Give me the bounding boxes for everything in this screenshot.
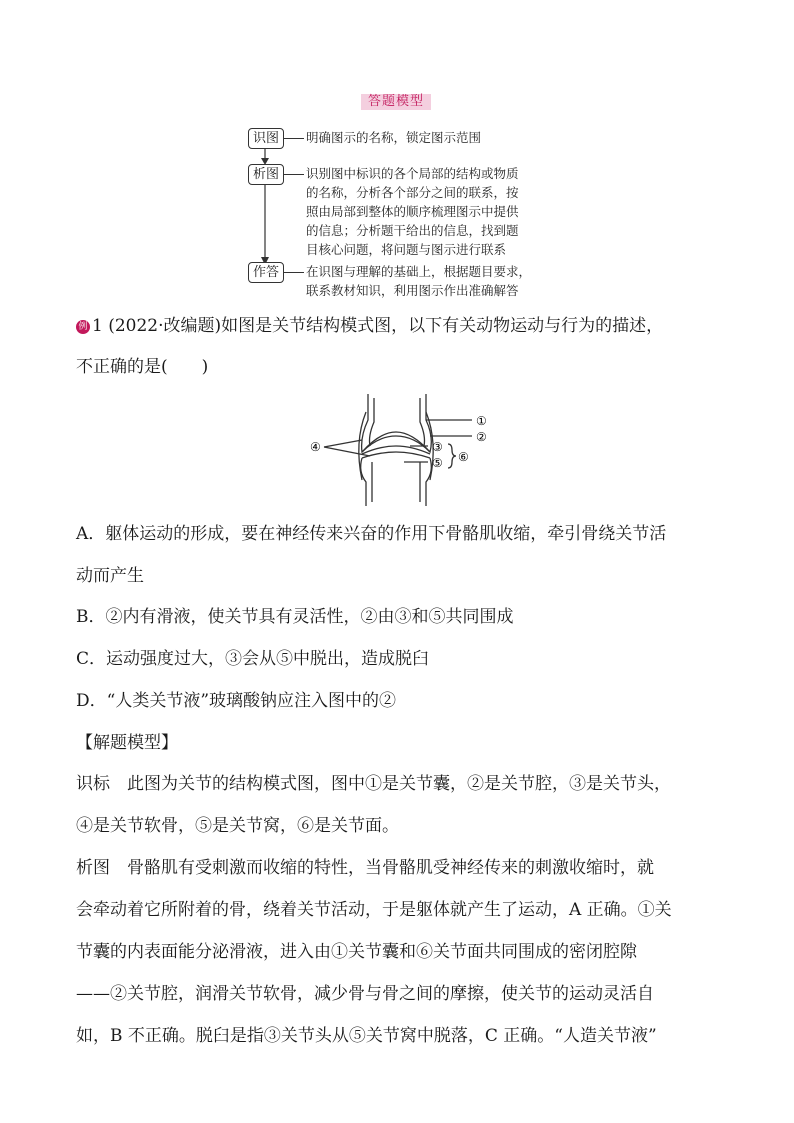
step-analyze-desc: 识别图中标识的各个局部的结构或物质 的名称，分析各个部分之间的联系，按 照由局部到整体的顺序梳理图示中提供 的信息；分析题干给出的信息，找到题 目核心问题，将问题与图示进行联系 xyxy=(306,166,519,257)
option-a-line-1: A．躯体运动的形成，要在神经传来兴奋的作用下骨骼肌收缩，牵引骨绕关节活 xyxy=(76,524,667,544)
step-answer-desc: 在识图与理解的基础上，根据题目要求， 联系教材知识，利用图示作出准确解答 xyxy=(306,264,532,298)
answer-model-title: 答题模型 xyxy=(361,94,431,110)
step-answer-box: 作答 xyxy=(248,262,284,283)
analysis-line-5: 如，B 不正确。脱臼是指③关节头从⑤关节窝中脱落，C 正确。“人造关节液” xyxy=(76,1026,657,1046)
label-2: ② xyxy=(476,430,487,444)
solution-heading: 【解题模型】 xyxy=(76,733,178,753)
joint-diagram xyxy=(300,392,490,510)
option-d: D．“人类关节液”玻璃酸钠应注入图中的② xyxy=(76,691,397,711)
analysis-line-2: 会牵动着它所附着的骨，绕着关节活动，于是躯体就产生了运动，A 正确。①关 xyxy=(76,900,672,920)
label-5: ⑤ xyxy=(432,456,443,470)
step-recognize-desc: 明确图示的名称，锁定图示范围 xyxy=(306,130,482,145)
question-line-2: 不正确的是( ) xyxy=(76,357,209,377)
analysis-line-1: 析图 骨骼肌有受刺激而收缩的特性，当骨骼肌受神经传来的刺激收缩时，就 xyxy=(76,858,654,878)
label-6: ⑥ xyxy=(458,450,469,464)
analysis-line-3: 节囊的内表面能分泌滑液，进入由①关节囊和⑥关节面共同围成的密闭腔隙 xyxy=(76,942,637,962)
label-3: ③ xyxy=(432,440,443,454)
option-b: B．②内有滑液，使关节具有灵活性，②由③和⑤共同围成 xyxy=(76,607,514,627)
step-connector xyxy=(284,138,304,139)
example-icon: 例 xyxy=(76,320,90,334)
step-connector xyxy=(284,272,304,273)
label-1: ① xyxy=(476,414,487,428)
analysis-line-4: ——②关节腔，润滑关节软骨，减少骨与骨之间的摩擦，使关节的运动灵活自 xyxy=(76,984,654,1004)
step-connector xyxy=(284,174,304,175)
option-c: C．运动强度过大，③会从⑤中脱出，造成脱臼 xyxy=(76,649,430,669)
recognize-line-2: ④是关节软骨，⑤是关节窝，⑥是关节面。 xyxy=(76,816,399,836)
option-a-line-2: 动而产生 xyxy=(76,566,144,586)
recognize-line-1: 识标 此图为关节的结构模式图，图中①是关节囊，②是关节腔，③是关节头， xyxy=(76,774,671,794)
question-line-1: 例 1 (2022·改编题)如图是关节结构模式图，以下有关动物运动与行为的描述， xyxy=(76,314,663,338)
label-4: ④ xyxy=(310,440,321,454)
step-recognize-box: 识图 xyxy=(248,128,284,149)
step-analyze-box: 析图 xyxy=(248,164,284,185)
